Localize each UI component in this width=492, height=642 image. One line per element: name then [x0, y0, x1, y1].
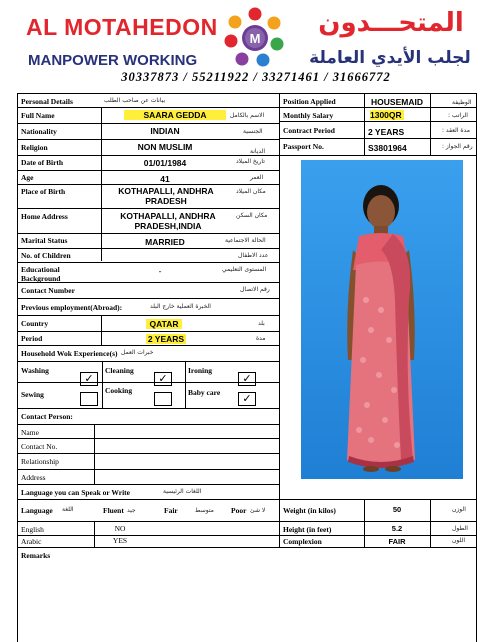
rule [279, 138, 477, 139]
rule [94, 424, 95, 484]
skill-cooking-checkbox[interactable] [154, 392, 172, 406]
position-applied-label-ar: الوظيفة [452, 99, 472, 106]
fluent-col-header: Fluent [103, 506, 124, 515]
home-address-label-ar: مكان السكن [236, 212, 268, 219]
marital-status-label-ar: الحالة الاجتماعية [225, 237, 266, 244]
company-logo-icon [222, 4, 288, 68]
contract-period-label: Contract Period [283, 126, 335, 135]
check-icon: ✓ [242, 372, 252, 385]
brand-tagline-ar: لجلب الأيدي العاملة [309, 48, 471, 68]
rule [17, 499, 477, 500]
employment-period-value: 2 YEARS [147, 334, 185, 344]
skill-sewing-checkbox[interactable] [80, 392, 98, 406]
age-label-ar: العمر [250, 174, 264, 181]
employment-period-label-ar: مدة [256, 335, 266, 342]
language-english-label: English [21, 525, 44, 534]
rule [430, 499, 431, 547]
skill-ironing-checkbox[interactable] [238, 372, 256, 386]
home-address-label: Home Address [21, 212, 68, 221]
language-arabic-level: YES [112, 536, 128, 545]
remarks-label: Remarks [21, 551, 51, 560]
religion-value: NON MUSLIM [137, 142, 193, 152]
nationality-label: Nationality [21, 127, 57, 136]
check-icon: ✓ [158, 372, 168, 385]
rule [17, 469, 279, 470]
rule [102, 361, 103, 408]
employment-country-label-ar: بلد [258, 320, 265, 327]
contact-number-label-ar: رقم الاتصال [240, 286, 270, 293]
skill-cooking-label: Cooking [105, 386, 133, 395]
skill-sewing-label: Sewing [21, 390, 44, 399]
monthly-salary-label: Monthly Salary [283, 111, 334, 120]
fair-col-header-ar: متوسط [195, 507, 214, 514]
position-applied-value: HOUSEMAID [371, 97, 423, 107]
education-value: - [158, 266, 162, 276]
fair-col-header: Fair [164, 506, 178, 515]
place-of-birth-value: KOTHAPALLI, ANDHRA PRADESH [118, 186, 214, 206]
rule [17, 139, 279, 140]
language-english-level: NO [114, 524, 126, 533]
skill-washing-checkbox[interactable] [80, 372, 98, 386]
rule [17, 453, 279, 454]
rule [101, 107, 102, 261]
religion-label-ar: الديانة [250, 148, 266, 155]
contact-person-name-label: Name [21, 428, 39, 437]
employment-period-label: Period [21, 334, 43, 343]
rule [17, 233, 279, 234]
fluent-col-header-ar: جيد [127, 507, 136, 514]
personal-details-heading: Personal Details [21, 97, 73, 106]
poor-col-header: Poor [231, 506, 247, 515]
weight-label-ar: الوزن [452, 506, 466, 513]
contact-person-number-label: Contact No. [21, 442, 58, 451]
rule [17, 298, 279, 299]
rule [17, 408, 279, 409]
skill-cleaning-checkbox[interactable] [154, 372, 172, 386]
previous-employment-label-ar: الخبرة العملية خارج البلد [150, 303, 211, 310]
rule [17, 315, 279, 316]
height-label: Height (in feet) [283, 525, 332, 534]
brand-tagline-en: MANPOWER WORKING [28, 52, 198, 69]
complexion-label-ar: اللون [452, 537, 465, 544]
weight-label: Weight (in kilos) [283, 506, 336, 515]
rule [17, 484, 279, 485]
dob-label-ar: تاريخ الميلاد [236, 158, 265, 165]
rule [17, 155, 279, 156]
place-of-birth-label-ar: مكان الميلاد [236, 188, 266, 195]
religion-label: Religion [21, 143, 48, 152]
skill-ironing-label: Ironing [188, 366, 213, 375]
applicant-photo [301, 160, 463, 479]
passport-number-label-ar: رقم الجواز : [442, 143, 473, 150]
logo-letter: M [249, 31, 261, 46]
skill-washing-label: Washing [21, 366, 49, 375]
height-value: 5.2 [391, 524, 403, 533]
rule [17, 424, 279, 425]
employment-country-label: Country [21, 319, 49, 328]
full-name-label: Full Name [21, 111, 55, 120]
monthly-salary-label-ar: الراتب : [448, 112, 468, 119]
rule [94, 521, 95, 547]
rule [17, 547, 477, 548]
rule [17, 170, 279, 171]
height-label-ar: الطول [452, 525, 468, 532]
rule [17, 331, 279, 332]
rule [279, 93, 280, 547]
brand-name-en: AL MOTAHEDON [26, 14, 218, 40]
passport-number-value: S3801964 [368, 143, 407, 153]
passport-number-label: Passport No. [283, 142, 324, 151]
education-label-ar: المستوى التعليمي [222, 266, 267, 273]
household-experience-label-ar: خبرات العمل [121, 349, 154, 356]
rule [17, 248, 279, 249]
rule [17, 262, 279, 263]
rule [17, 107, 279, 108]
rule [101, 315, 102, 346]
nationality-value: INDIAN [150, 126, 180, 136]
children-label: No. of Children [21, 251, 71, 260]
rule [17, 535, 477, 536]
contract-period-label-ar: مدة العقد : [442, 127, 470, 134]
rule [185, 361, 186, 408]
language-col-header: Language [21, 506, 53, 515]
rule [17, 123, 279, 124]
monthly-salary-value: 1300QR [370, 110, 404, 120]
complexion-value: FAIR [388, 537, 406, 546]
dob-value: 01/01/1984 [143, 158, 187, 168]
rule [17, 361, 279, 362]
rule [17, 93, 18, 642]
rule [279, 121, 477, 122]
household-experience-label: Household Wok Experience(s) [21, 349, 118, 358]
brand-name-ar: المتحـــدون [318, 8, 464, 38]
age-label: Age [21, 173, 34, 182]
employment-country-value: QATAR [146, 319, 182, 329]
contact-person-heading: Contact Person: [21, 412, 73, 421]
rule [17, 184, 279, 185]
position-applied-label: Position Applied [283, 97, 336, 106]
rule [364, 93, 365, 155]
language-col-header-ar: اللغة [62, 506, 74, 513]
home-address-value: KOTHAPALLI, ANDHRA PRADESH,INDIA [120, 211, 216, 231]
rule [17, 521, 477, 522]
nationality-label-ar: الجنسية [243, 128, 263, 135]
rule [476, 93, 477, 642]
contact-person-address-label: Address [21, 473, 46, 482]
language-arabic-label: Arabic [21, 537, 42, 546]
skill-cleaning-label: Cleaning [105, 366, 134, 375]
place-of-birth-label: Place of Birth [21, 187, 66, 196]
education-label: Educational Background [21, 265, 61, 283]
rule [279, 155, 477, 156]
full-name-label-ar: الاسم بالكامل [230, 112, 265, 119]
weight-value: 50 [392, 505, 402, 514]
personal-details-heading-ar: بيانات عن صاحب الطلب [104, 97, 166, 104]
rule [17, 438, 279, 439]
contact-number-label: Contact Number [21, 286, 75, 295]
rule [279, 107, 477, 108]
skill-babycare-checkbox[interactable] [238, 392, 256, 406]
contract-period-value: 2 YEARS [368, 127, 405, 137]
phone-numbers: 30337873 / 55211922 / 33271461 / 31666772 [121, 70, 391, 84]
complexion-label: Complexion [283, 537, 322, 546]
check-icon: ✓ [84, 372, 94, 385]
age-value: 41 [160, 174, 170, 184]
check-icon: ✓ [242, 392, 252, 405]
language-heading: Language you can Speak or Write [21, 488, 130, 497]
contact-person-relationship-label: Relationship [21, 457, 59, 466]
rule [17, 93, 477, 94]
rule [430, 93, 431, 155]
full-name-value: SAARA GEDDA [124, 110, 226, 120]
marital-status-value: MARRIED [145, 237, 185, 247]
rule [17, 345, 279, 346]
marital-status-label: Marital Status [21, 236, 68, 245]
poor-col-header-ar: لا شئ [250, 507, 266, 514]
rule [17, 208, 279, 209]
skill-babycare-label: Baby care [188, 388, 221, 397]
rule [364, 499, 365, 547]
previous-employment-label: Previous employment(Abroad): [21, 303, 123, 312]
dob-label: Date of Birth [21, 158, 64, 167]
language-heading-ar: اللغات الرئيسية [163, 488, 202, 495]
children-label-ar: عدد الاطفال [238, 252, 269, 259]
